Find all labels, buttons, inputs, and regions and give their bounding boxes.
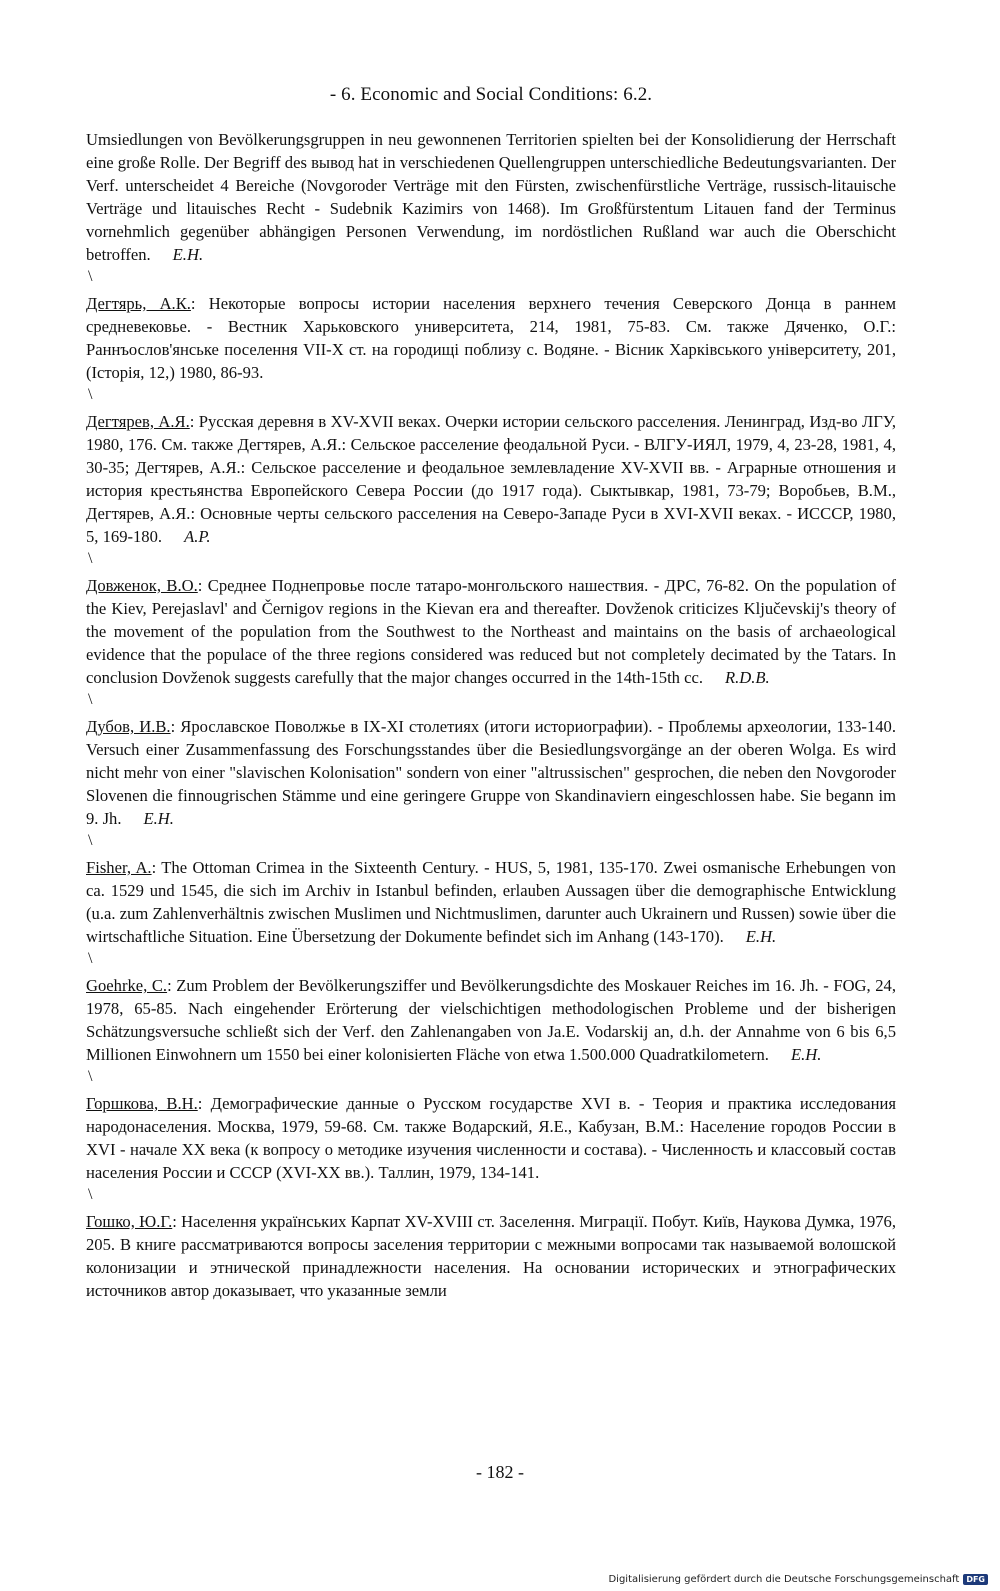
page-body	[86, 84, 896, 1302]
entry-author: Горшкова, В.Н.	[86, 1094, 198, 1113]
entry-author: Дегтярь, А.К.	[86, 294, 191, 313]
entry-body: : Некоторые вопросы истории населения верхнего течения Северского Донца в раннем средневековье. - Вестник Харьковского университета, 214, 1981, 75-83. См. также Дяченко, О.Г.: Раннъослов'янське поселення VII-X ст. на городищі поблизу с. Водяне. - Вісник Харківського університету, 201, (Історія, 12,) 1980, 86-93.	[86, 294, 896, 382]
entry-initials: A.P.	[184, 527, 211, 546]
dfg-logo-icon: DFG	[963, 1574, 988, 1585]
dfg-footer	[608, 1574, 988, 1585]
separator: \	[88, 1068, 93, 1085]
entry-text	[86, 410, 896, 548]
running-head: - 6. Economic and Social Conditions: 6.2.	[329, 84, 653, 105]
entry-1	[86, 292, 896, 384]
entry-initials: E.H.	[745, 927, 777, 946]
entry-body: : Ярославское Поволжье в IX-XI столетиях (итоги историографии). - Проблемы археологии, 133-140. Versuch einer Zusammenfassung des Forschungsstandes über die Besiedlungsvorgänge an der oberen Wolga. Es wird nicht mehr von einer "slavischen Kolonisation" sondern von einer "altrussischen" gesprochen, die neben den Novgoroder Slovenen die finnougrischen Stämme und eine geringere Gruppe von Skandinaviern eingeschlossen habe. Sie begann im 9. Jh.	[86, 717, 896, 828]
entry-5	[86, 856, 896, 948]
entry-body: : The Ottoman Crimea in the Sixteenth Century. - HUS, 5, 1981, 135-170. Zwei osmanische Erhebungen von ca. 1529 und 1545, die sich im Archiv in Istanbul befinden, erlauben Aussagen über die demographische Entwicklung (u.a. zum Zahlenverhältnis zwischen Muslimen und Nichtmuslimen, darunter auch Ukrainern und Russen) sowie über die wirtschaftliche Situation. Eine Übersetzung der Dokumente befindet sich im Anhang (143-170).	[86, 858, 896, 946]
entry-7	[86, 1092, 896, 1184]
separator: \	[88, 550, 93, 567]
entry-text	[86, 715, 896, 830]
dfg-note: Digitalisierung gefördert durch die Deutsche Forschungsgemeinschaft	[608, 1574, 960, 1585]
entry-3	[86, 574, 896, 689]
entry-8	[86, 1210, 896, 1302]
entry-author: Гошко, Ю.Г.	[86, 1212, 173, 1231]
entry-initials: E.H.	[172, 245, 204, 264]
entry-text	[86, 1092, 896, 1184]
entry-author: Goehrke, C.	[86, 976, 168, 995]
entry-author: Довженок, В.О.	[86, 576, 198, 595]
separator: \	[88, 268, 93, 285]
entry-text	[86, 1210, 896, 1302]
entry-0	[86, 128, 896, 266]
entry-initials: R.D.B.	[725, 668, 770, 687]
page-number: - 182 -	[476, 1462, 524, 1482]
entry-body: : Демографические данные о Русском государстве XVI в. - Теория и практика исследования народонаселения. Москва, 1979, 59-68. См. также Водарский, Я.Е., Кабузан, В.М.: Население городов России в XVI - начале XX века (к вопросу о методике изучения численности и состава). - Численность и классовый состав населения России и СССР (XVI-XX вв.). Таллин, 1979, 134-141.	[86, 1094, 896, 1182]
entry-body: : Населення українських Карпат XV-XVIII ст. Заселення. Миграції. Побут. Київ, Наукова Думка, 1976, 205. В книге рассматриваются вопросы заселения территории с межными вопросами так называемой волошской колонизации и этнической принадлежности населения. На основании исторических и этнографических источников автор доказывает, что указанные земли	[86, 1212, 896, 1300]
entry-text	[86, 856, 896, 948]
separator: \	[88, 1186, 93, 1203]
entry-body: Umsiedlungen von Bevölkerungsgruppen in neu gewonnenen Territorien spielten bei der Konsolidierung der Herrschaft eine große Rolle. Der Begriff des вывод hat in verschiedenen Quellengruppen unterschiedliche Bedeutungsvarianten. Der Verf. unterscheidet 4 Bereiche (Novgoroder Verträge mit den Fürsten, zwischenfürstliche Verträge, russisch-litauische Verträge und litauisches Recht - Sudebnik Kazimirs von 1468). Im Großfürstentum Litauen fand der Terminus vornehmlich gegenüber abhängigen Personen Verwendung, im nordöstlichen Rußland war auch die Oberschicht betroffen.	[86, 130, 896, 264]
separator: \	[88, 691, 93, 708]
entry-author: Дегтярев, А.Я.	[86, 412, 190, 431]
separator: \	[88, 386, 93, 403]
entry-text	[86, 128, 896, 266]
entry-2	[86, 410, 896, 548]
entry-author: Дубов, И.В.	[86, 717, 171, 736]
entry-body: : Zum Problem der Bevölkerungsziffer und Bevölkerungsdichte des Moskauer Reiches im 16. Jh. - FOG, 24, 1978, 65-85. Nach eingehender Erörterung der vielschichtigen methodologischen Probleme und der bisherigen Schätzungsversuche schließt sich der Verf. den Zahlenangaben von Ja.E. Vodarskij an, d.h. der Annahme von 6 bis 6,5 Millionen Einwohnern um 1550 bei einer kolonisierten Fläche von etwa 1.500.000 Quadratkilometern.	[86, 976, 896, 1064]
entry-text	[86, 974, 896, 1066]
entry-6	[86, 974, 896, 1066]
entry-initials: E.H.	[790, 1045, 822, 1064]
separator: \	[88, 832, 93, 849]
entry-body: : Среднее Поднепровье после татаро-монгольского нашествия. - ДРС, 76-82. On the population of the Kiev, Perejaslavl' and Černigov regions in the Kievan era and thereafter. Dovženok criticizes Ključevskij's theory of the movement of the population from the Southwest to the Northeast and maintains on the basis of archaeological evidence that the populace of the three regions considered was reduced but not completely decimated by the Tatars. In conclusion Dovženok suggests carefully that the major changes occurred in the 14th-15th cc.	[86, 576, 897, 687]
entry-author: Fisher, A.	[86, 858, 152, 877]
separator: \	[88, 950, 93, 967]
entry-body: : Русская деревня в XV-XVII веках. Очерки истории сельского расселения. Ленинград, Изд-во ЛГУ, 1980, 176. См. также Дегтярев, А.Я.: Сельское расселение феодальной Руси. - ВЛГУ-ИЯЛ, 1979, 4, 23-28, 1981, 4, 30-35; Дегтярев, А.Я.: Сельское расселение и феодальное землевладение XV-XVII вв. - Аграрные отношения и история крестьянства Европейского Севера России (до 1917 года). Сыктывкар, 1981, 73-79; Воробьев, В.М., Дегтярев, А.Я.: Основные черты сельского расселения на Северо-Западе Руси в XVI-XVII веках. - ИСССР, 1980, 5, 169-180.	[86, 412, 896, 546]
entry-4	[86, 715, 896, 830]
entry-initials: E.H.	[143, 809, 174, 828]
entry-text	[86, 574, 896, 689]
entry-text	[86, 292, 896, 384]
